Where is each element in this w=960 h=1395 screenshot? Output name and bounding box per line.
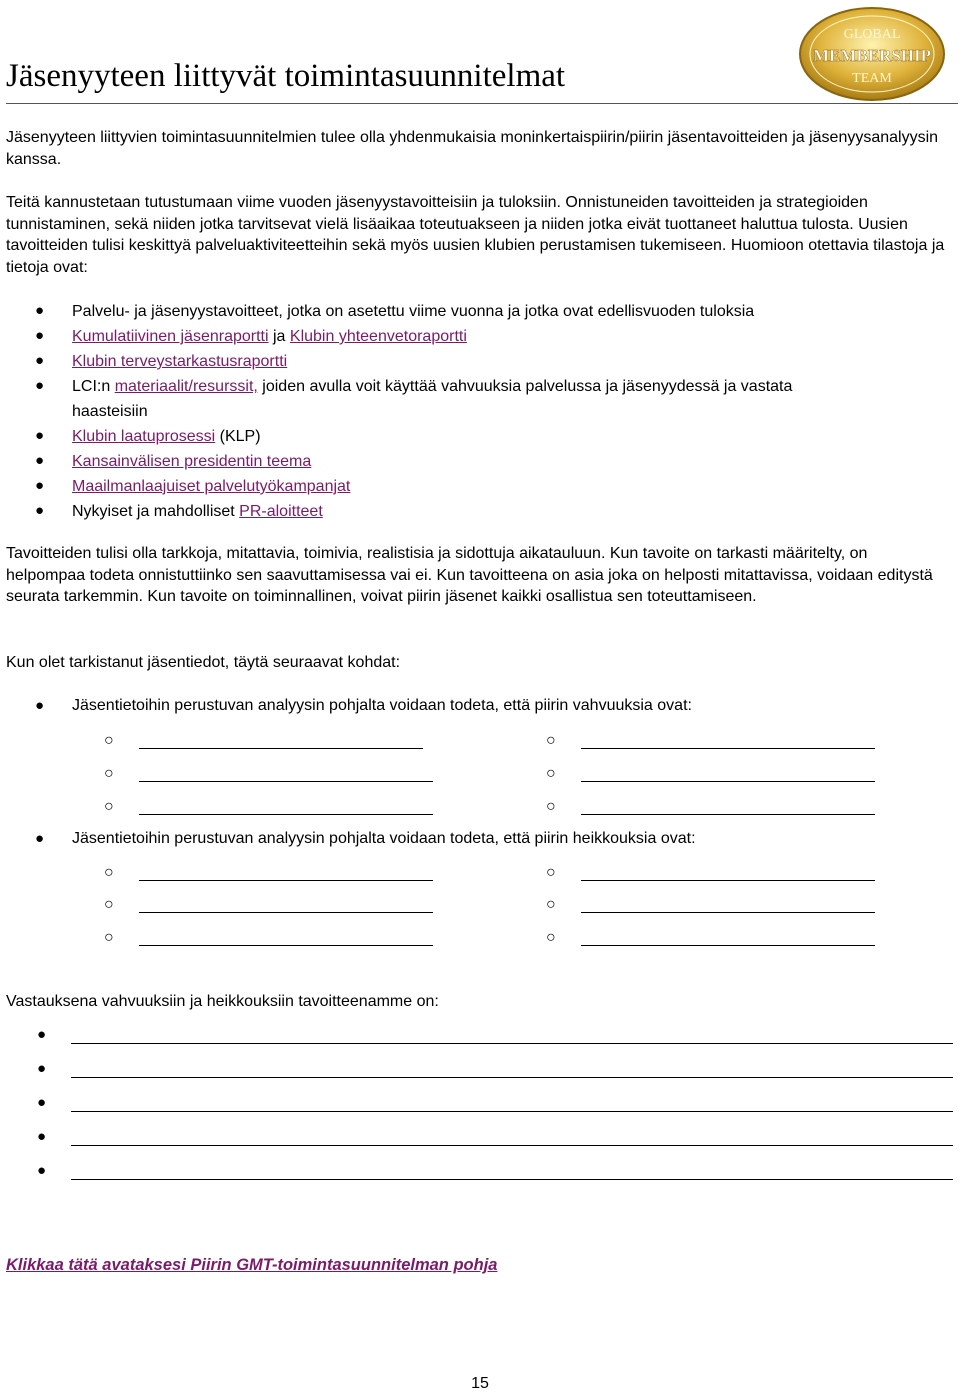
gmt-logo <box>797 6 947 102</box>
bullet-icon: ● <box>35 302 45 319</box>
strength-blank[interactable] <box>139 781 433 782</box>
list-item: LCI:n materiaalit/resurssit, joiden avulla voit käyttää vahvuuksia palvelussa ja jäsenyydessä ja vastata haasteisiin <box>72 378 793 420</box>
goal-blank[interactable] <box>71 1111 953 1112</box>
strength-blank[interactable] <box>581 781 875 782</box>
pr-initiatives-link[interactable]: PR-aloitteet <box>239 503 323 520</box>
circle-bullet-icon: ○ <box>546 732 556 749</box>
bullet-icon: ● <box>35 697 45 714</box>
list-item: Klubin laatuprosessi (KLP) <box>72 428 261 445</box>
logo-text-team: TEAM <box>852 71 892 86</box>
title-divider <box>6 103 958 104</box>
president-theme-link[interactable]: Kansainvälisen presidentin teema <box>72 453 312 470</box>
weakness-blank[interactable] <box>581 912 875 913</box>
list-item: Palvelu- ja jäsenyystavoitteet, jotka on asetettu viime vuonna ja jotka ovat edellisvuoden tuloksia <box>72 303 755 320</box>
circle-bullet-icon: ○ <box>546 798 556 815</box>
bullet-icon: ● <box>35 477 45 494</box>
check-intro: Kun olet tarkistanut jäsentiedot, täytä seuraavat kohdat: <box>6 654 401 671</box>
goal-blank[interactable] <box>71 1043 953 1044</box>
goal-blank[interactable] <box>71 1077 953 1078</box>
club-summary-report-link[interactable]: Klubin yhteenvetoraportti <box>289 328 467 345</box>
bullet-icon: ● <box>37 1162 47 1179</box>
logo-text-membership: MEMBERSHIP <box>812 46 932 65</box>
logo-text-global: GLOBAL <box>843 27 901 42</box>
strengths-question: Jäsentietoihin perustuvan analyysin pohjalta voidaan todeta, että piirin vahvuuksia ovat: <box>72 697 692 714</box>
intro-paragraph: Jäsenyyteen liittyvien toimintasuunnitelmien tulee olla yhdenmukaisia moninkertaispiirin/piirin jäsentavoitteiden ja jäsenyysanalyysin kanssa. <box>6 129 939 168</box>
club-quality-process-link[interactable]: Klubin laatuprosessi <box>72 428 216 445</box>
weakness-blank[interactable] <box>581 945 875 946</box>
circle-bullet-icon: ○ <box>104 929 114 946</box>
bullet-icon: ● <box>35 830 45 847</box>
goal-blank[interactable] <box>71 1145 953 1146</box>
circle-bullet-icon: ○ <box>546 864 556 881</box>
strength-blank[interactable] <box>139 814 433 815</box>
list-item <box>72 475 952 500</box>
bullet-icon: ● <box>35 327 45 344</box>
weakness-blank[interactable] <box>139 912 433 913</box>
list-item: Nykyiset ja mahdolliset PR-aloitteet <box>72 503 323 520</box>
circle-bullet-icon: ○ <box>546 765 556 782</box>
bullet-icon: ● <box>37 1128 47 1145</box>
page-number: 15 <box>471 1375 489 1392</box>
service-campaigns-link[interactable]: Maailmanlaajuiset palvelutyökampanjat <box>72 478 351 495</box>
goal-blank[interactable] <box>71 1179 953 1180</box>
circle-bullet-icon: ○ <box>104 864 114 881</box>
weaknesses-question: Jäsentietoihin perustuvan analyysin pohjalta voidaan todeta, että piirin heikkouksia ovat: <box>72 830 696 847</box>
strength-blank[interactable] <box>139 748 423 749</box>
circle-bullet-icon: ○ <box>546 929 556 946</box>
gmt-template-link[interactable]: Klikkaa tätä avataksesi Piirin GMT-toimintasuunnitelman pohja <box>6 1256 498 1274</box>
circle-bullet-icon: ○ <box>104 798 114 815</box>
circle-bullet-icon: ○ <box>104 765 114 782</box>
page-title: Jäsenyyteen liittyvät toimintasuunnitelmat <box>6 58 566 94</box>
response-label: Vastauksena vahvuuksiin ja heikkouksiin tavoitteenamme on: <box>6 993 439 1010</box>
circle-bullet-icon: ○ <box>104 732 114 749</box>
list-item: Kumulatiivinen jäsenraportti ja Klubin yhteenvetoraportti <box>72 328 467 345</box>
bullet-icon: ● <box>35 502 45 519</box>
cumulative-report-link[interactable]: Kumulatiivinen jäsenraportti <box>72 328 269 345</box>
club-health-report-link[interactable]: Klubin terveystarkastusraportti <box>72 353 288 370</box>
strength-blank[interactable] <box>581 814 875 815</box>
bullet-icon: ● <box>35 377 45 394</box>
stats-paragraph: Teitä kannustetaan tutustumaan viime vuoden jäsenyystavoitteisiin ja tuloksiin. Onnistuneiden tavoitteiden ja strategioiden tunnistaminen, sekä niiden jotka tarvitsevat vielä lisäaikaa toteutuakseen ja niiden jotka eivät tuottaneet haluttua tulosta. Uusien tavoitteiden tulisi keskittyä palveluaktiviteetteihin sekä myös uusien klubien perustamisen tukemiseen. Huomioon otettavia tilastoja ja tietoja ovat: <box>6 194 945 276</box>
bullet-icon: ● <box>37 1060 47 1077</box>
circle-bullet-icon: ○ <box>104 896 114 913</box>
bullet-icon: ● <box>37 1094 47 1111</box>
circle-bullet-icon: ○ <box>546 896 556 913</box>
weakness-blank[interactable] <box>139 945 433 946</box>
materials-resources-link[interactable]: materiaalit/resurssit, <box>114 378 258 395</box>
bullet-icon: ● <box>37 1026 47 1043</box>
list-item <box>72 350 952 375</box>
goals-paragraph: Tavoitteiden tulisi olla tarkkoja, mitattavia, toimivia, realistisia ja sidottuja aikatauluun. Kun tavoite on tarkasti määritelty, on helpompaa todeta onnistuttiinko sen saavuttamisessa vai ei. Kun tavoitteena on asia joka on helposti mitattavissa, voidaan editystä seurata tarkemmin. Kun tavoite on toiminnallinen, voivat piirin jäsenet kaikki osallistua sen toteuttamiseen. <box>6 545 933 605</box>
bullet-icon: ● <box>35 352 45 369</box>
strength-blank[interactable] <box>581 748 875 749</box>
bullet-icon: ● <box>35 452 45 469</box>
weakness-blank[interactable] <box>581 880 875 881</box>
weakness-blank[interactable] <box>139 880 433 881</box>
bullet-icon: ● <box>35 427 45 444</box>
list-item <box>72 450 952 475</box>
